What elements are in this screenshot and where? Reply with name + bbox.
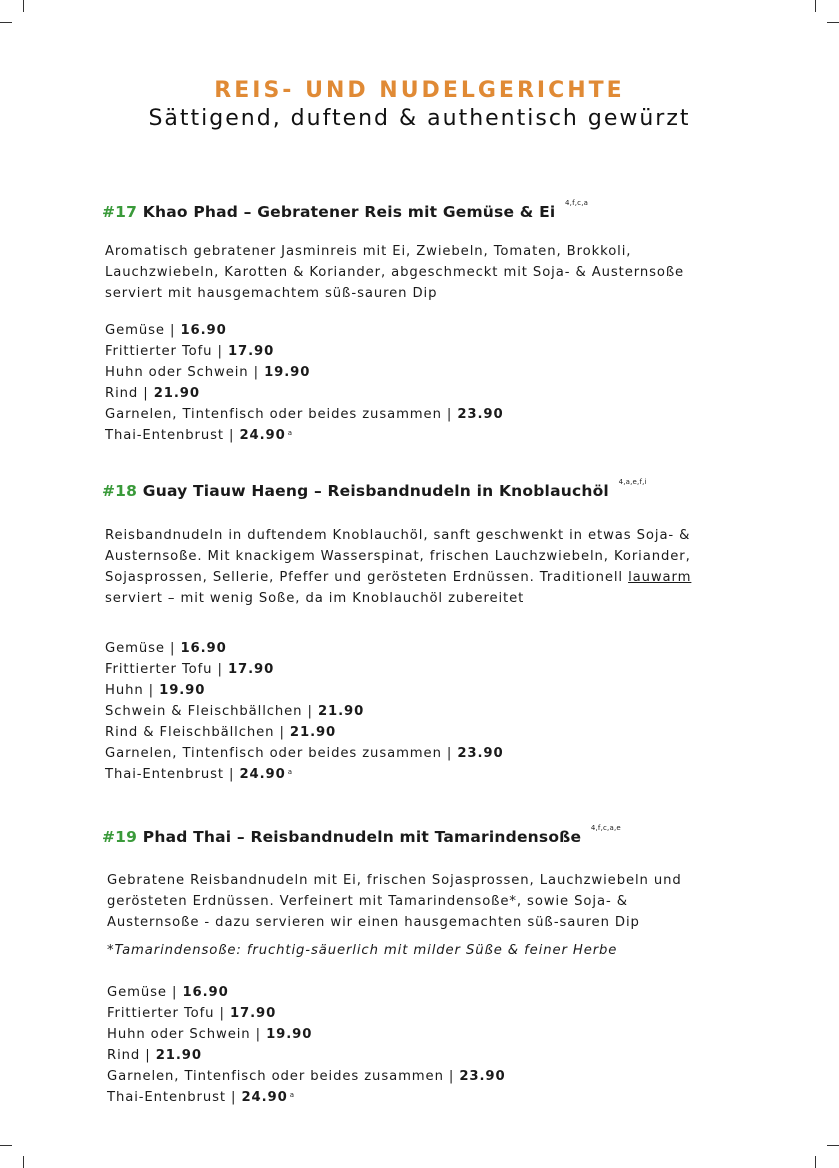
dish-number: #19 xyxy=(102,828,138,846)
dish-number: #17 xyxy=(102,203,138,221)
price-label: Huhn oder Schwein | xyxy=(105,365,265,380)
price-row xyxy=(105,362,504,383)
price-label: Huhn oder Schwein | xyxy=(107,1027,267,1042)
description-line xyxy=(105,567,691,588)
price-label: Garnelen, Tintenfisch oder beides zusammen | xyxy=(105,746,458,761)
page-subtitle: Sättigend, duftend & authentisch gewürzt xyxy=(148,106,691,131)
price-label: Gemüse | xyxy=(107,985,183,1000)
price-row xyxy=(105,404,504,425)
price-label: Garnelen, Tintenfisch oder beides zusammen | xyxy=(107,1069,460,1084)
crop-mark xyxy=(827,1145,839,1146)
price-label: Thai-Entenbrust | xyxy=(107,1090,242,1105)
price-label: Thai-Entenbrust | xyxy=(105,767,240,782)
crop-mark xyxy=(815,1156,816,1168)
price-value: 17.90 xyxy=(227,344,275,359)
price-label: Frittierter Tofu | xyxy=(105,662,228,677)
price-row xyxy=(107,1087,506,1108)
price-row xyxy=(105,764,504,785)
price-row xyxy=(105,659,504,680)
dish-name: Khao Phad – Gebratener Reis mit Gemüse & Ei xyxy=(142,203,556,221)
allergen-code: a xyxy=(287,429,293,437)
price-value: 19.90 xyxy=(159,683,206,698)
price-value: 17.90 xyxy=(227,662,275,677)
crop-mark xyxy=(0,22,12,23)
price-value: 16.90 xyxy=(180,641,227,656)
price-value: 19.90 xyxy=(264,365,311,380)
crop-mark xyxy=(23,1156,24,1168)
price-row xyxy=(107,1024,506,1045)
price-row xyxy=(107,982,506,1003)
price-row xyxy=(105,341,504,362)
price-value: 21.90 xyxy=(155,1048,202,1063)
description-line: Reisbandnudeln in duftendem Knoblauchöl, sanft geschwenkt in etwas Soja- & xyxy=(105,528,691,543)
description-line: Austernsoße. Mit knackigem Wasserspinat, frischen Lauchzwiebeln, Koriander, xyxy=(105,549,691,564)
price-label: Frittierter Tofu | xyxy=(107,1006,230,1021)
price-value: 16.90 xyxy=(182,985,229,1000)
price-value: 19.90 xyxy=(266,1027,313,1042)
price-value: 24.90 xyxy=(241,1090,288,1105)
price-label: Thai-Entenbrust | xyxy=(105,428,240,443)
price-value: 17.90 xyxy=(229,1006,277,1021)
crop-mark xyxy=(815,0,816,12)
dish-17 xyxy=(102,199,742,443)
dish-19 xyxy=(102,824,742,1105)
price-value: 23.90 xyxy=(457,746,504,761)
price-list xyxy=(107,982,506,1108)
price-row xyxy=(105,722,504,743)
price-label: Rind & Fleischbällchen | xyxy=(105,725,290,740)
price-value: 23.90 xyxy=(459,1069,506,1084)
dish-heading xyxy=(102,199,742,221)
price-label: Frittierter Tofu | xyxy=(105,344,228,359)
price-row xyxy=(105,638,504,659)
price-label: Garnelen, Tintenfisch oder beides zusammen | xyxy=(105,407,458,422)
price-label: Gemüse | xyxy=(105,323,181,338)
price-list xyxy=(105,320,504,446)
price-label: Gemüse | xyxy=(105,641,181,656)
dish-note: *Tamarindensoße: fruchtig-säuerlich mit milder Süße & feiner Herbe xyxy=(107,943,618,958)
allergen-codes: 4,a,e,f,i xyxy=(618,478,647,486)
description-line: serviert mit hausgemachtem süß-sauren Dip xyxy=(105,286,438,301)
price-label: Rind | xyxy=(107,1048,156,1063)
allergen-codes: 4,f,c,a,e xyxy=(590,824,621,832)
description-line: serviert – mit wenig Soße, da im Knoblauchöl zubereitet xyxy=(105,591,525,606)
dish-name: Phad Thai – Reisbandnudeln mit Tamarindensoße xyxy=(142,828,582,846)
price-list xyxy=(105,638,504,785)
description-line: Lauchzwiebeln, Karotten & Koriander, abgeschmeckt mit Soja- & Austernsoße xyxy=(105,265,685,280)
dish-description xyxy=(105,241,684,304)
price-row xyxy=(105,701,504,722)
page-title: REIS- UND NUDELGERICHTE xyxy=(214,78,625,103)
dish-description xyxy=(107,870,682,933)
price-row xyxy=(107,1045,506,1066)
dish-heading xyxy=(102,824,742,846)
price-row xyxy=(107,1066,506,1087)
price-row xyxy=(105,383,504,404)
price-value: 21.90 xyxy=(289,725,337,740)
price-row xyxy=(107,1003,506,1024)
price-row xyxy=(105,743,504,764)
description-line: Gebratene Reisbandnudeln mit Ei, frischen Sojasprossen, Lauchzwiebeln und xyxy=(107,873,682,888)
price-label: Huhn | xyxy=(105,683,160,698)
price-row xyxy=(105,680,504,701)
allergen-code: a xyxy=(287,768,293,776)
price-label: Rind | xyxy=(105,386,154,401)
crop-mark xyxy=(0,1145,12,1146)
dish-description xyxy=(105,525,691,609)
allergen-codes: 4,f,c,a xyxy=(565,199,589,207)
description-line: gerösteten Erdnüssen. Verfeinert mit Tamarindensoße*, sowie Soja- & xyxy=(107,894,628,909)
price-value: 24.90 xyxy=(239,428,286,443)
crop-mark xyxy=(827,22,839,23)
price-row xyxy=(105,425,504,446)
dish-name: Guay Tiauw Haeng – Reisbandnudeln in Knoblauchöl xyxy=(142,482,609,500)
description-text: Sojasprossen, Sellerie, Pfeffer und gerösteten Erdnüssen. Traditionell xyxy=(105,570,629,585)
dish-18 xyxy=(102,478,742,782)
price-value: 24.90 xyxy=(239,767,286,782)
price-row xyxy=(105,320,504,341)
price-value: 23.90 xyxy=(457,407,504,422)
crop-mark xyxy=(23,0,24,12)
description-line: Aromatisch gebratener Jasminreis mit Ei, Zwiebeln, Tomaten, Brokkoli, xyxy=(105,244,632,259)
underlined-word: lauwarm xyxy=(628,570,692,585)
price-value: 16.90 xyxy=(180,323,227,338)
price-value: 21.90 xyxy=(153,386,200,401)
dish-heading xyxy=(102,478,742,500)
allergen-code: a xyxy=(289,1091,295,1099)
price-value: 21.90 xyxy=(317,704,365,719)
price-label: Schwein & Fleischbällchen | xyxy=(105,704,318,719)
dish-number: #18 xyxy=(102,482,138,500)
description-line: Austernsoße - dazu servieren wir einen hausgemachten süß-sauren Dip xyxy=(107,915,640,930)
